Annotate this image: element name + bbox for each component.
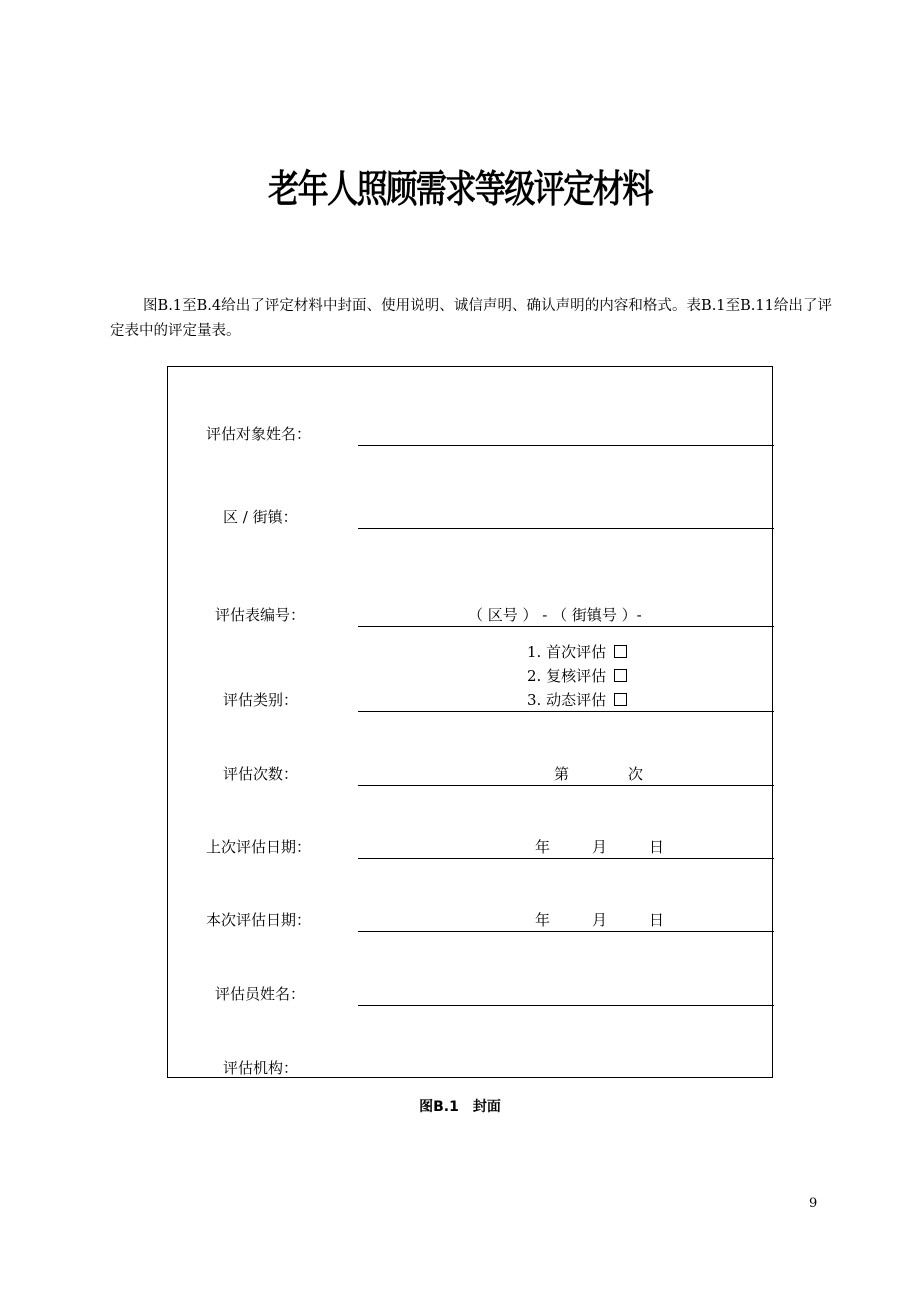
type-option-first: 1. 首次评估 [527, 641, 627, 662]
last-date-year: 年 [535, 838, 551, 856]
type-label: 评估类别： [223, 691, 299, 709]
count-label: 评估次数： [223, 765, 299, 783]
checkbox-review[interactable] [614, 669, 627, 682]
cover-form [167, 366, 773, 1078]
form-number-value: （ 区号 ） - （ 街镇号 ）- [468, 606, 642, 624]
last-date-month: 月 [592, 838, 608, 856]
figure-caption [0, 1096, 920, 1116]
count-suffix: 次 [628, 765, 644, 783]
name-field[interactable] [358, 445, 774, 446]
document-title: 老年人照顾需求等级评定材料 [268, 167, 652, 211]
this-date-label: 本次评估日期： [206, 911, 312, 929]
page-number: 9 [809, 1196, 818, 1211]
district-label: 区 / 街镇： [223, 508, 298, 526]
type-option-dynamic: 3. 动态评估 [527, 689, 627, 710]
figure-number: 图B.1 [419, 1099, 459, 1115]
type-field [358, 711, 774, 712]
intro-paragraph: 图B.1至B.4给出了评定材料中封面、使用说明、诚信声明、确认声明的内容和格式。表B.1至B.11给出了评定表中的评定量表。 [110, 298, 832, 339]
this-date-year: 年 [535, 911, 551, 929]
this-date-day: 日 [649, 911, 665, 929]
type-option-review: 2. 复核评估 [527, 665, 627, 686]
form-number-label: 评估表编号： [215, 606, 306, 624]
last-date-field[interactable] [358, 858, 774, 859]
this-date-month: 月 [592, 911, 608, 929]
assessor-label: 评估员姓名： [215, 985, 306, 1003]
this-date-field[interactable] [358, 931, 774, 932]
assessor-field[interactable] [358, 1005, 774, 1006]
checkbox-dynamic[interactable] [614, 693, 627, 706]
checkbox-first[interactable] [614, 645, 627, 658]
district-field[interactable] [358, 528, 774, 529]
count-field[interactable] [358, 785, 774, 786]
form-number-field[interactable] [358, 626, 774, 627]
last-date-label: 上次评估日期： [206, 838, 312, 856]
org-label: 评估机构： [223, 1059, 299, 1077]
figure-title: 封面 [472, 1099, 501, 1115]
last-date-day: 日 [649, 838, 665, 856]
name-label: 评估对象姓名： [206, 425, 312, 443]
count-prefix: 第 [554, 765, 570, 783]
